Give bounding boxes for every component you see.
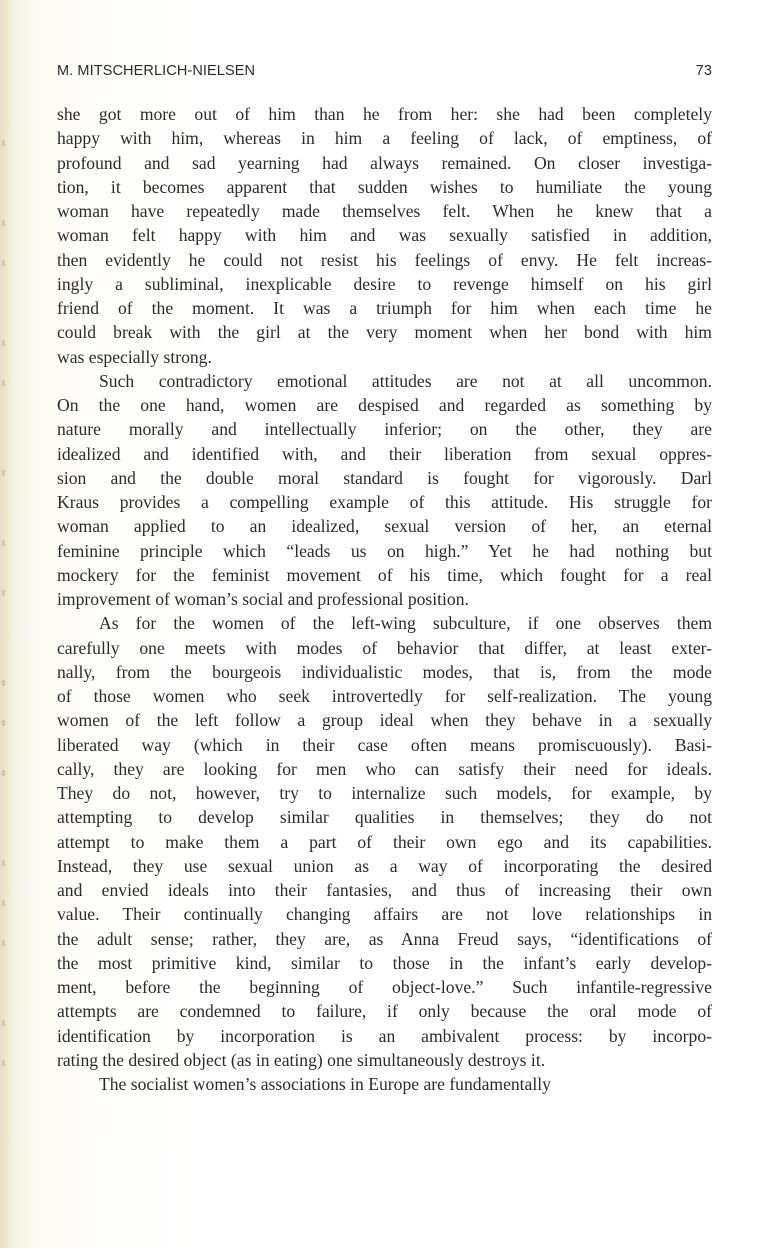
text-line: sion and the double moral standard is fought for vigorously. Darl (57, 467, 712, 488)
text-line: friend of the moment. It was a triumph for him when each time he (57, 298, 712, 318)
text-line: profound and sad yearning had always remained. On closer investiga- (57, 152, 712, 173)
text-line: woman felt happy with him and was sexually satisfied in addition, (57, 225, 712, 246)
paragraph (57, 611, 712, 1072)
text-line: then evidently he could not resist his feelings of envy. He felt increas- (57, 249, 712, 270)
body-text (57, 102, 712, 1096)
text-line: attempting to develop similar qualities in themselves; they do not (57, 807, 712, 828)
text-line: The socialist women’s associations in Europe are fundamentally (99, 1074, 551, 1094)
text-line: carefully one meets with modes of behavior that differ, at least exter- (57, 637, 712, 658)
text-line: was especially strong. (57, 346, 212, 367)
text-line: happy with him, whereas in him a feeling of lack, of emptiness, of (57, 128, 712, 149)
text-line: she got more out of him than he from her: she had been completely (57, 104, 712, 124)
text-line: Instead, they use sexual union as a way of incorporating the desired (57, 855, 712, 876)
text-line: On the one hand, women are despised and regarded as something by (57, 395, 712, 415)
text-line: and envied ideals into their fantasies, and thus of increasing their own (57, 880, 712, 900)
text-line: attempt to make them a part of their own ego and its capabilities. (57, 831, 712, 852)
text-line: feminine principle which “leads us on high.” Yet he had nothing but (57, 540, 712, 561)
text-line: liberated way (which in their case often means promiscuously). Basi- (57, 734, 712, 755)
page-number: 73 (695, 63, 712, 79)
text-line: the adult sense; rather, they are, as Anna Freud says, “identifications of (57, 928, 712, 949)
text-line: women of the left follow a group ideal when they behave in a sexually (57, 710, 712, 731)
text-line: Kraus provides a compelling example of this attitude. His struggle for (57, 492, 712, 512)
text-line: value. Their continually changing affairs are not love relationships in (57, 904, 712, 925)
running-head-author: M. MITSCHERLICH-NIELSEN (57, 63, 256, 79)
text-line: ment, before the beginning of object-love.” Such infantile-regressive (57, 977, 712, 997)
paragraph (57, 102, 712, 369)
text-line: rating the desired object (as in eating) one simultaneously destroys it. (57, 1049, 546, 1070)
gutter-marks (2, 140, 16, 1140)
text-line: improvement of woman’s social and professional position. (57, 589, 469, 609)
text-line: attempts are condemned to failure, if only because the oral mode of (57, 1001, 712, 1022)
running-head (57, 63, 712, 81)
text-line: mockery for the feminist movement of his time, which fought for a real (57, 564, 712, 585)
text-line: Such contradictory emotional attitudes are not at all uncommon. (99, 370, 712, 391)
text-line: They do not, however, try to internalize such models, for example, by (57, 783, 712, 803)
text-line: As for the women of the left-wing subculture, if one observes them (99, 613, 712, 634)
text-line: of those women who seek introvertedly for self-realization. The young (57, 686, 712, 706)
text-line: ingly a subliminal, inexplicable desire to revenge himself on his girl (57, 273, 712, 294)
text-line: idealized and identified with, and their liberation from sexual oppres- (57, 443, 712, 464)
text-line: nally, from the bourgeois individualistic modes, that is, from the mode (57, 661, 712, 682)
text-line: woman applied to an idealized, sexual version of her, an eternal (57, 516, 712, 537)
paragraph (57, 369, 712, 612)
text-line: identification by incorporation is an ambivalent process: by incorpo- (57, 1025, 712, 1046)
text-line: the most primitive kind, similar to those in the infant’s early develop- (57, 952, 712, 973)
text-line: cally, they are looking for men who can satisfy their need for ideals. (57, 758, 712, 779)
text-line: nature morally and intellectually inferior; on the other, they are (57, 419, 712, 440)
text-line: could break with the girl at the very moment when her bond with him (57, 322, 712, 343)
text-line: tion, it becomes apparent that sudden wishes to humiliate the young (57, 176, 712, 197)
paragraph (57, 1072, 712, 1096)
text-line: woman have repeatedly made themselves felt. When he knew that a (57, 201, 712, 221)
